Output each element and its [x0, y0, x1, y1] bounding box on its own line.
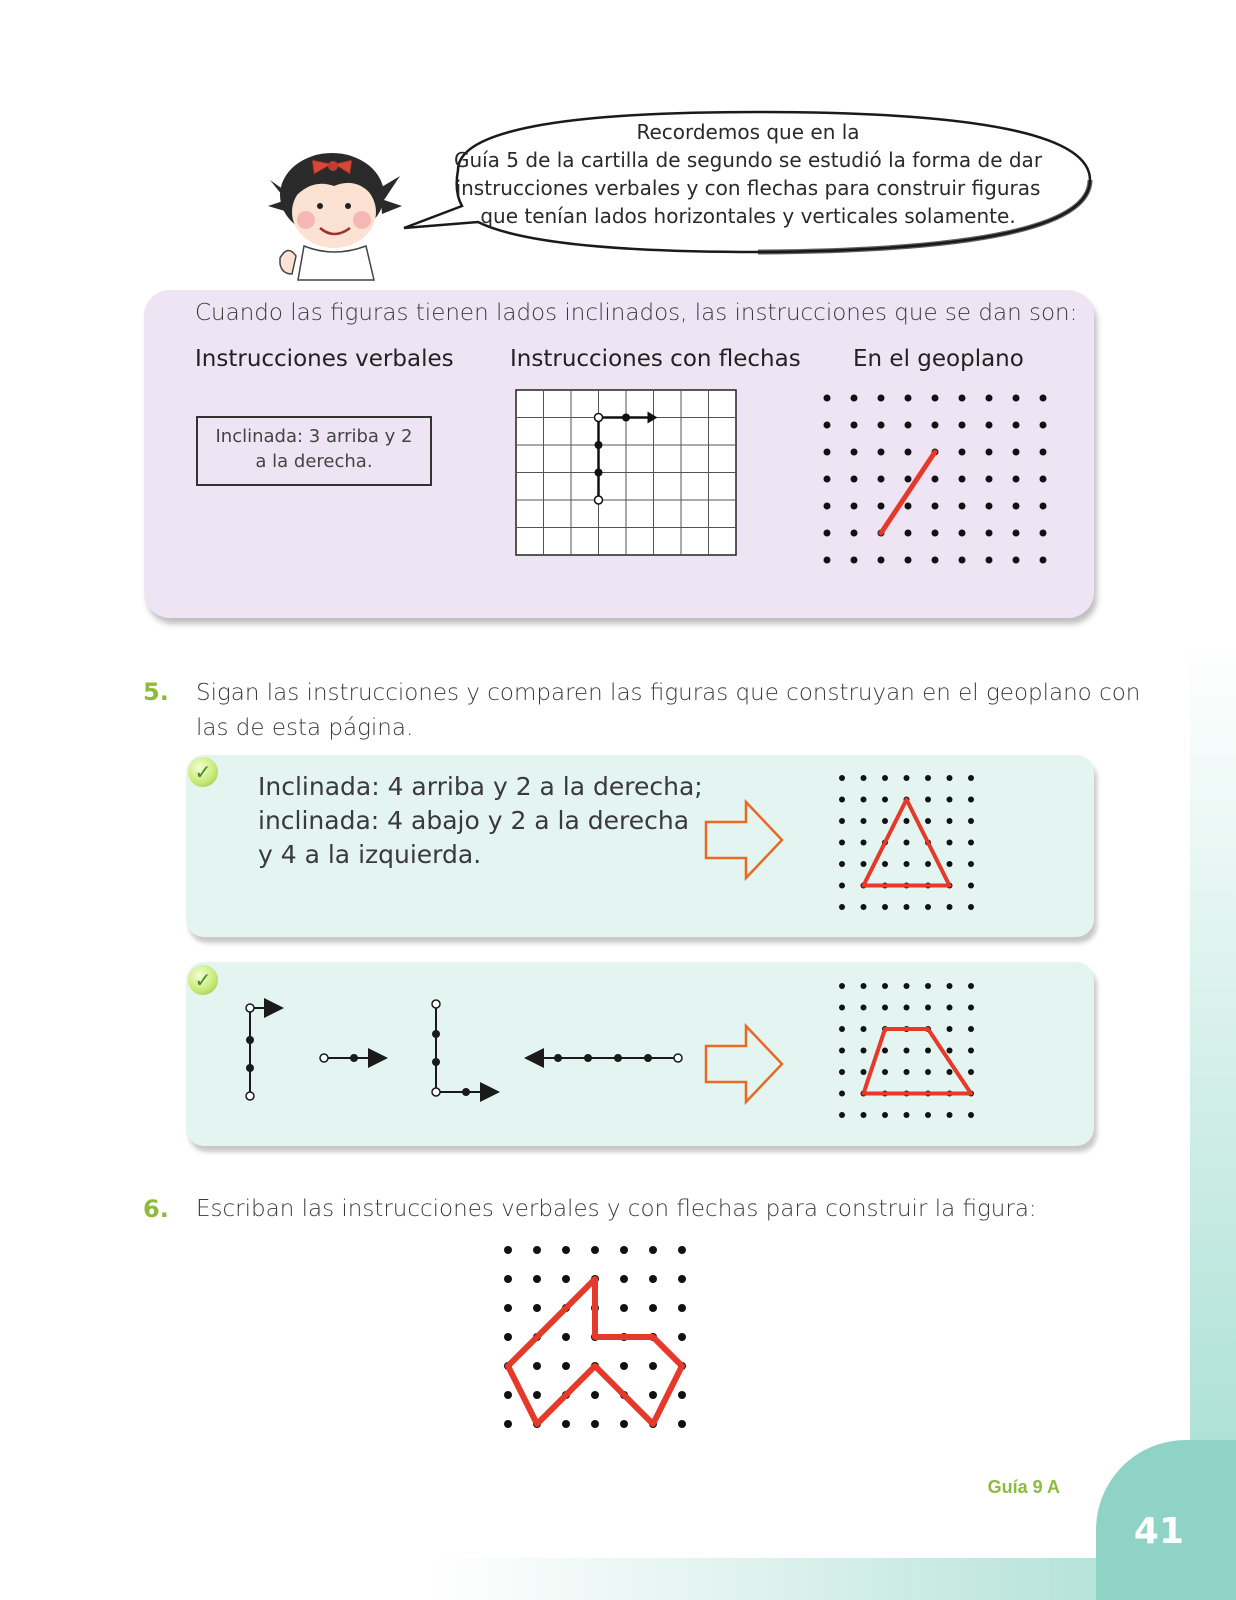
geoplane-peg — [968, 1005, 974, 1011]
step-point — [595, 469, 603, 477]
geoplane-peg — [959, 557, 966, 564]
geoplane-peg — [861, 818, 867, 824]
geoplane-peg — [968, 818, 974, 824]
geoplane-peg — [947, 861, 953, 867]
geoplane-peg — [620, 1275, 628, 1283]
geoplane-example — [815, 388, 1045, 564]
geoplane-peg — [878, 503, 885, 510]
geoplane-peg — [905, 530, 912, 537]
verbal-instructions-heading: Instrucciones verbales — [195, 346, 454, 372]
geoplane-peg — [959, 395, 966, 402]
triangle-instructions — [258, 770, 703, 872]
geoplane-peg — [968, 861, 974, 867]
geoplane-peg — [1013, 422, 1020, 429]
geoplane-peg — [839, 1048, 845, 1054]
geoplane-peg — [649, 1362, 657, 1370]
geoplane-peg — [932, 503, 939, 510]
geoplane-peg — [959, 530, 966, 537]
guide-label: Guía 9 A — [987, 1477, 1060, 1497]
step-point — [622, 414, 630, 422]
geoplane-peg — [861, 904, 867, 910]
red-shape — [881, 452, 935, 533]
geoplane-peg — [905, 449, 912, 456]
geoplane-peg — [504, 1304, 512, 1312]
geoplane-peg — [861, 1005, 867, 1011]
geoplane-peg — [932, 530, 939, 537]
verbal-instruction-box — [196, 416, 432, 486]
geoplane-peg — [533, 1246, 541, 1254]
geoplane-peg — [1040, 476, 1047, 483]
geoplane-peg — [905, 476, 912, 483]
geoplane-peg — [824, 530, 831, 537]
page-number: 41 — [1133, 1511, 1184, 1552]
geoplane-peg — [839, 1026, 845, 1032]
geoplane-peg — [562, 1362, 570, 1370]
geoplane-peg — [986, 476, 993, 483]
geoplane-peg — [504, 1246, 512, 1254]
geoplane-peg — [882, 983, 888, 989]
geoplane-peg — [947, 818, 953, 824]
geoplane-peg — [861, 1048, 867, 1054]
geoplane-peg — [824, 422, 831, 429]
geoplane-peg — [839, 861, 845, 867]
geoplane-peg — [562, 1333, 570, 1341]
geoplane-peg — [904, 775, 910, 781]
verbal-instruction-line: Inclinada: 3 arriba y 2 — [215, 426, 413, 447]
geoplane-peg — [968, 797, 974, 803]
geoplane-peg — [824, 557, 831, 564]
geoplane-peg — [649, 1304, 657, 1312]
geoplane-peg — [1013, 449, 1020, 456]
geoplane-peg — [925, 983, 931, 989]
geoplane-peg — [878, 476, 885, 483]
geoplane-peg — [861, 1069, 867, 1075]
geoplane-peg — [824, 476, 831, 483]
geoplane-peg — [882, 904, 888, 910]
geoplane-peg — [986, 449, 993, 456]
geoplane-peg — [932, 476, 939, 483]
geoplane-peg — [533, 1362, 541, 1370]
geoplane-peg — [824, 503, 831, 510]
geoplane-peg — [925, 797, 931, 803]
geoplane-peg — [986, 503, 993, 510]
geoplane-peg — [904, 840, 910, 846]
geoplane-peg — [861, 1026, 867, 1032]
checkmark-icon: ✓ — [188, 757, 218, 787]
geoplane-peg — [959, 449, 966, 456]
geoplane-peg — [824, 449, 831, 456]
geoplane-peg — [947, 983, 953, 989]
question-number: 6. — [143, 1195, 169, 1223]
geoplane-peg — [851, 449, 858, 456]
arrow-right-icon — [704, 1024, 784, 1104]
bubble-line: instrucciones verbales y con flechas para construir figuras — [455, 176, 1041, 200]
geoplane-peg — [882, 861, 888, 867]
geoplane-peg — [986, 557, 993, 564]
geoplane-peg — [947, 1005, 953, 1011]
geoplane-peg — [678, 1391, 686, 1399]
triangle-instruction-line: inclinada: 4 abajo y 2 a la derecha — [258, 806, 690, 835]
geoplane-peg — [1013, 476, 1020, 483]
geoplane-peg — [1013, 503, 1020, 510]
geoplane-peg — [968, 1048, 974, 1054]
geoplane-peg — [649, 1246, 657, 1254]
geoplane-peg — [904, 904, 910, 910]
geoplane-peg — [591, 1246, 599, 1254]
geoplane-peg — [562, 1246, 570, 1254]
arrow-instructions-heading: Instrucciones con flechas — [510, 346, 801, 372]
geoplane-peg — [968, 1112, 974, 1118]
geoplane-peg — [839, 840, 845, 846]
geoplane-triangle — [830, 768, 990, 918]
geoplane-peg — [968, 1069, 974, 1075]
bubble-line: Guía 5 de la cartilla de segundo se estudió la forma de dar — [453, 148, 1043, 172]
arrow-grid — [516, 390, 736, 558]
geoplane-peg — [947, 840, 953, 846]
geoplane-peg — [824, 395, 831, 402]
geoplane-peg — [839, 1112, 845, 1118]
geoplane-peg — [947, 1069, 953, 1075]
geoplane-peg — [678, 1304, 686, 1312]
geoplane-peg — [904, 1005, 910, 1011]
geoplane-peg — [678, 1333, 686, 1341]
geoplane-peg — [932, 395, 939, 402]
page-decoration-side — [1190, 0, 1236, 1600]
geoplane-peg — [878, 395, 885, 402]
geoplane-peg — [533, 1275, 541, 1283]
geoplane-peg — [878, 449, 885, 456]
geoplane-peg — [620, 1420, 628, 1428]
geoplane-peg — [839, 904, 845, 910]
geoplane-peg — [905, 422, 912, 429]
geoplane-peg — [947, 775, 953, 781]
geoplane-peg — [562, 1420, 570, 1428]
geoplane-peg — [882, 1112, 888, 1118]
geoplane-peg — [986, 422, 993, 429]
geoplane-peg — [882, 1069, 888, 1075]
geoplane-peg — [839, 797, 845, 803]
geoplane-peg — [839, 1005, 845, 1011]
geoplane-peg — [533, 1391, 541, 1399]
geoplane-peg — [959, 422, 966, 429]
geoplane-peg — [1040, 395, 1047, 402]
geoplane-peg — [968, 775, 974, 781]
red-shape — [864, 1029, 972, 1094]
geoplane-peg — [649, 1275, 657, 1283]
geoplane-peg — [591, 1391, 599, 1399]
geoplane-peg — [649, 1391, 657, 1399]
geoplane-peg — [986, 530, 993, 537]
geoplane-peg — [678, 1246, 686, 1254]
geoplane-peg — [904, 1048, 910, 1054]
geoplane-peg — [851, 476, 858, 483]
geoplane-peg — [925, 1112, 931, 1118]
geoplane-peg — [839, 983, 845, 989]
geoplane-peg — [1040, 557, 1047, 564]
geoplane-peg — [905, 503, 912, 510]
geoplane-peg — [882, 1048, 888, 1054]
girl-character-illustration — [262, 140, 412, 280]
geoplane-peg — [1013, 557, 1020, 564]
geoplane-peg — [861, 1112, 867, 1118]
arrow-right-icon — [704, 800, 784, 880]
geoplane-peg — [1040, 503, 1047, 510]
arrow-sequence-diagram — [230, 996, 690, 1106]
geoplane-peg — [959, 503, 966, 510]
geoplane-peg — [925, 818, 931, 824]
question-6-text: Escriban las instrucciones verbales y con flechas para construir la figura: — [196, 1196, 1037, 1222]
geoplane-peg — [861, 797, 867, 803]
geoplane-peg — [986, 395, 993, 402]
geoplane-peg — [861, 840, 867, 846]
geoplane-peg — [925, 1048, 931, 1054]
geoplane-peg — [1013, 395, 1020, 402]
geoplane-peg — [1040, 422, 1047, 429]
geoplane-peg — [839, 818, 845, 824]
geoplane-peg — [932, 422, 939, 429]
geoplane-peg — [839, 1069, 845, 1075]
geoplane-peg — [1040, 530, 1047, 537]
geoplane-peg — [533, 1304, 541, 1312]
geoplane-peg — [678, 1420, 686, 1428]
geoplane-peg — [968, 1026, 974, 1032]
geoplane-peg — [851, 557, 858, 564]
geoplane-peg — [1013, 530, 1020, 537]
geoplane-peg — [904, 1069, 910, 1075]
geoplane-peg — [851, 530, 858, 537]
geoplane-peg — [861, 983, 867, 989]
geoplane-peg — [1040, 449, 1047, 456]
turn-point — [595, 414, 603, 422]
geoplane-peg — [839, 883, 845, 889]
geoplane-peg — [839, 775, 845, 781]
geoplane-peg — [968, 840, 974, 846]
geoplane-peg — [882, 797, 888, 803]
step-point — [595, 441, 603, 449]
geoplane-peg — [861, 775, 867, 781]
geoplane-peg — [905, 395, 912, 402]
question-5-text — [196, 676, 1140, 746]
geoplane-peg — [968, 883, 974, 889]
geoplane-peg — [925, 861, 931, 867]
geoplane-peg — [878, 557, 885, 564]
checkmark-icon: ✓ — [188, 965, 218, 995]
start-point — [595, 496, 603, 504]
geoplane-peg — [882, 1005, 888, 1011]
triangle-instruction-line: Inclinada: 4 arriba y 2 a la derecha; — [258, 772, 703, 801]
geoplane-peg — [839, 1091, 845, 1097]
geoplane-peg — [620, 1304, 628, 1312]
geoplane-peg — [620, 1362, 628, 1370]
geoplane-peg — [504, 1275, 512, 1283]
question-5-line: Sigan las instrucciones y comparen las figuras que construyan en el geoplano con — [196, 680, 1141, 706]
geoplane-heading: En el geoplano — [853, 346, 1024, 372]
geoplane-peg — [947, 1026, 953, 1032]
verbal-instruction-line: a la derecha. — [255, 451, 373, 472]
geoplane-peg — [904, 818, 910, 824]
geoplane-peg — [968, 983, 974, 989]
geoplane-peg — [947, 797, 953, 803]
geoplane-peg — [925, 1005, 931, 1011]
geoplane-peg — [882, 818, 888, 824]
geoplane-peg — [562, 1275, 570, 1283]
geoplane-peg — [851, 422, 858, 429]
geoplane-peg — [947, 1048, 953, 1054]
geoplane-peg — [851, 503, 858, 510]
geoplane-peg — [591, 1420, 599, 1428]
geoplane-peg — [959, 476, 966, 483]
geoplane-figure — [498, 1240, 698, 1430]
geoplane-peg — [678, 1275, 686, 1283]
geoplane-peg — [905, 557, 912, 564]
geoplane-peg — [925, 904, 931, 910]
geoplane-peg — [504, 1333, 512, 1341]
bubble-line: Recordemos que en la — [636, 120, 860, 144]
geoplane-peg — [904, 861, 910, 867]
triangle-instruction-line: y 4 a la izquierda. — [258, 840, 482, 869]
bubble-line: que tenían lados horizontales y verticales solamente. — [480, 204, 1016, 228]
red-shape — [508, 1279, 682, 1424]
geoplane-peg — [932, 557, 939, 564]
geoplane-peg — [620, 1246, 628, 1254]
geoplane-peg — [851, 395, 858, 402]
geoplane-peg — [904, 983, 910, 989]
geoplane-peg — [904, 1112, 910, 1118]
geoplane-peg — [504, 1420, 512, 1428]
geoplane-peg — [925, 775, 931, 781]
question-number: 5. — [143, 678, 169, 706]
panel-intro-text: Cuando las figuras tienen lados inclinados, las instrucciones que se dan son: — [195, 300, 1078, 326]
geoplane-peg — [968, 904, 974, 910]
question-5-line: las de esta página. — [196, 715, 414, 741]
geoplane-peg — [504, 1391, 512, 1399]
geoplane-peg — [947, 904, 953, 910]
geoplane-peg — [878, 422, 885, 429]
geoplane-peg — [882, 775, 888, 781]
geoplane-trapezoid — [830, 976, 990, 1126]
geoplane-peg — [947, 1112, 953, 1118]
speech-bubble-text — [438, 118, 1058, 230]
geoplane-peg — [925, 1069, 931, 1075]
geoplane-peg — [861, 861, 867, 867]
